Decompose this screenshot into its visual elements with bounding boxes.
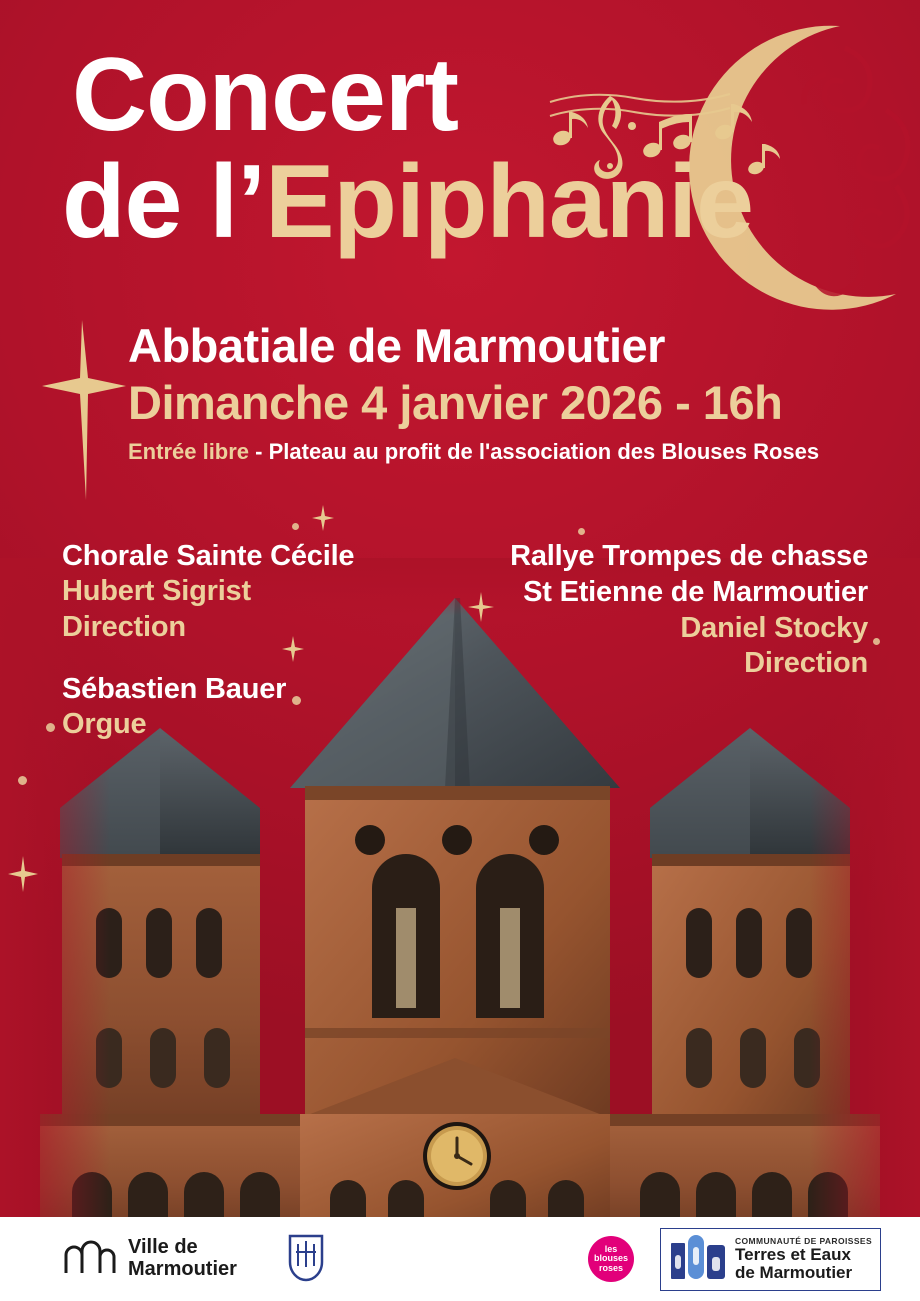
performers-right — [508, 538, 868, 681]
paroisses-kicker: COMMUNAUTÉ DE PAROISSES — [735, 1236, 873, 1247]
logo-ville-de-marmoutier — [62, 1237, 237, 1280]
event-date: Dimanche 4 janvier 2026 - 16h — [128, 375, 783, 429]
star-cross-ornament — [42, 320, 126, 500]
sparkle-dot — [46, 723, 55, 732]
sparkle-dot — [292, 523, 299, 530]
performer-ensemble-choir: Chorale Sainte Cécile — [62, 540, 355, 572]
church-windows-icon — [669, 1233, 727, 1286]
performer-horns-director: Daniel Stocky — [680, 611, 868, 644]
sparkle-dot — [578, 528, 585, 535]
sparkle-dot — [873, 638, 880, 645]
roses-line-3: roses — [598, 1262, 623, 1273]
ville-label — [128, 1237, 237, 1280]
city-arches-icon — [62, 1239, 118, 1280]
paroisses-line-1: Terres et Eaux — [735, 1245, 851, 1265]
paroisses-line-2: de Marmoutier — [735, 1263, 853, 1282]
event-details — [128, 320, 898, 467]
performer-ensemble-horns: Rallye Trompes de chasse St Etienne de Marmoutier — [510, 540, 868, 609]
coat-of-arms-icon — [286, 1232, 326, 1287]
roses-line-2: blouses — [593, 1253, 628, 1264]
entry-free-label: Entrée libre — [128, 439, 250, 465]
performer-choir-role: Direction — [62, 610, 186, 643]
entry-rest: - Plateau au profit de l'association des Blouses Roses — [249, 439, 820, 465]
performer-organist-role: Orgue — [62, 708, 147, 741]
roses-line-1: les — [604, 1243, 618, 1254]
venue-name: Abbatiale de Marmoutier — [128, 319, 665, 372]
title-prefix-de-l: de l’ — [62, 143, 266, 260]
title-word-epiphanie: Epiphanie — [265, 143, 754, 260]
ville-line-1: Ville de — [128, 1236, 198, 1259]
performer-horns-role: Direction — [744, 646, 868, 679]
logo-blouses-roses — [588, 1236, 634, 1282]
footer-logo-bar — [0, 1217, 920, 1301]
logo-communaute-paroisses — [660, 1228, 881, 1291]
performer-organist-name: Sébastien Bauer — [62, 673, 287, 705]
paroisses-label — [735, 1236, 872, 1282]
blouses-roses-logo — [588, 1236, 634, 1282]
entry-info — [128, 438, 898, 467]
performer-choir-director: Hubert Sigrist — [62, 575, 251, 608]
poster-title — [0, 37, 920, 260]
title-line-epiphanie — [62, 143, 920, 260]
title-line-concert: Concert — [72, 37, 458, 153]
performers-left — [62, 538, 462, 743]
ville-line-2: Marmoutier — [128, 1258, 237, 1280]
logo-coat-of-arms — [286, 1232, 326, 1287]
sparkle-dot — [18, 776, 27, 785]
